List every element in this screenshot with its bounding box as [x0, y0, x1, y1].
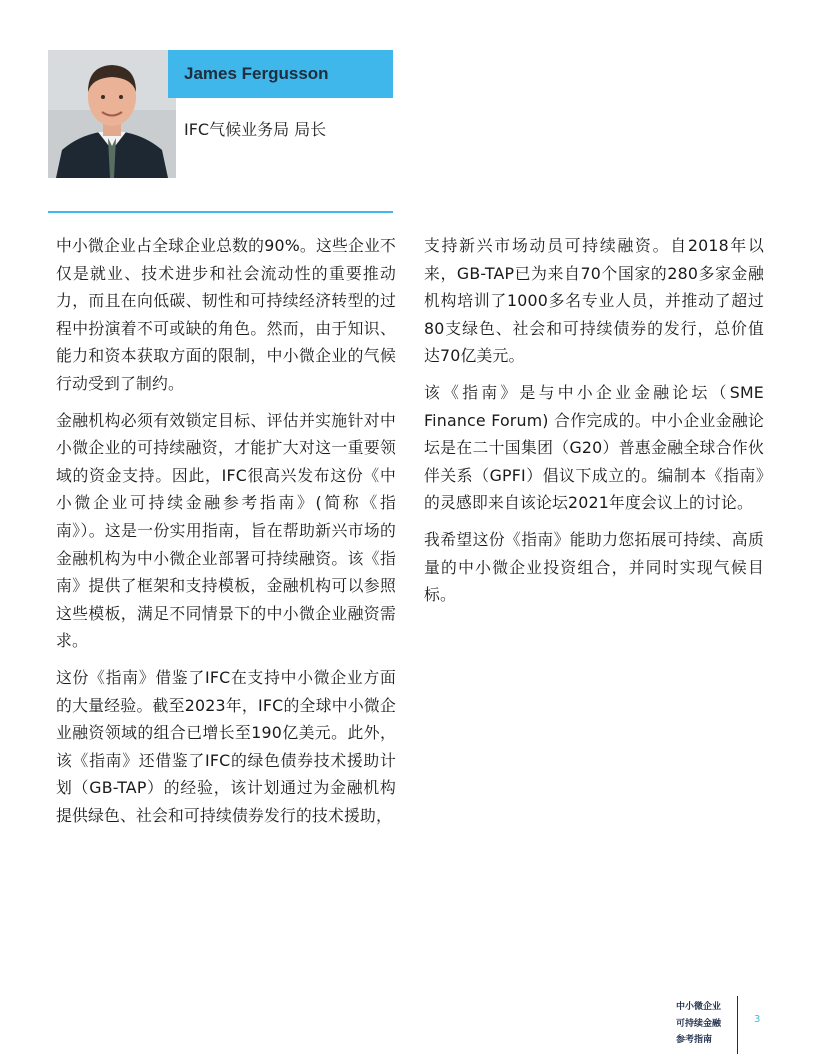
profile-name: James Fergusson: [184, 64, 329, 83]
page-number: 3: [754, 1014, 761, 1025]
footer-title-line: 参考指南: [676, 1035, 713, 1045]
section-divider: [48, 211, 393, 213]
footer-title-line: 中小微企业: [676, 1002, 722, 1012]
footer-title-line: 可持续金融: [676, 1018, 722, 1029]
paragraph: 我希望这份《指南》能助力您拓展可持续、高质量的中小微企业投资组合，并同时实现气候目标。: [424, 529, 764, 605]
left-column: [56, 232, 396, 838]
paragraph: 中小微企业占全球企业总数的90%。这些企业不仅是就业、技术进步和社会流动性的重要推动力，而且在向低碳、韧性和可持续经济转型的过程中扮演着不可或缺的角色。然而，由于知识、能力和资本获取方面的限制，中小微企业的气候行动受到了制约。: [56, 236, 396, 393]
paragraph: 支持新兴市场动员可持续融资。自2018年以来，GB-TAP已为来自70个国家的280多家金融机构培训了1000多名专业人员，并推动了超过80支绿色、社会和可持续债券的发行，总价值达70亿美元。: [424, 236, 764, 366]
footer-divider: [737, 996, 738, 1054]
right-column: [424, 232, 764, 618]
footer-doc-title: [676, 999, 728, 1049]
paragraph: 该《指南》是与中小企业金融论坛（SME Finance Forum) 合作完成的。中小企业金融论坛是在二十国集团（G20）普惠金融全球合作伙伴关系（GPFI）倡议下成立的。编制本《指南》的灵感即来自该论坛2021年度会议上的讨论。: [424, 382, 764, 513]
profile-title: IFC气候业务局 局长: [184, 120, 327, 139]
profile-photo: [48, 50, 176, 178]
name-banner: [168, 50, 393, 98]
portrait-illustration: [48, 50, 176, 178]
paragraph: 这份《指南》借鉴了IFC在支持中小微企业方面的大量经验。截至2023年，IFC的全球中小微企业融资领域的组合已增长至190亿美元。此外，该《指南》还借鉴了IFC的绿色债券技术援助计划（GB-TAP）的经验，该计划通过为金融机构提供绿色、社会和可持续债券发行的技术援助，: [56, 667, 396, 825]
paragraph: 金融机构必须有效锁定目标、评估并实施针对中小微企业的可持续融资，才能扩大对这一重要领域的资金支持。因此，IFC很高兴发布这份《中小微企业可持续金融参考指南》(简称《指南》）。这是一份实用指南，旨在帮助新兴市场的金融机构为中小微企业部署可持续融资。该《指南》提供了框架和支持模板，金融机构可以参照这些模板，满足不同情景下的中小微企业融资需求。: [56, 410, 396, 651]
